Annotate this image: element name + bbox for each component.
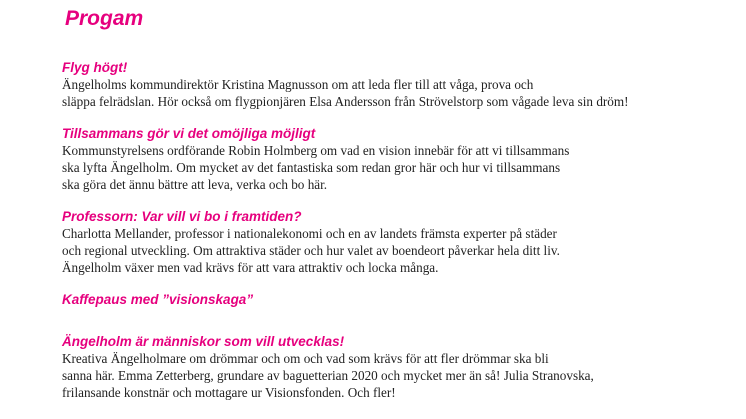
- section-text-line: Charlotta Mellander, professor i nationalekonomi och en av landets främsta experter på städer: [62, 226, 557, 241]
- page-title: Progam: [65, 7, 144, 30]
- section-text-line: släppa felrädslan. Hör också om flygpionjären Elsa Andersson från Strövelstorp som vågade leva sin dröm!: [62, 94, 629, 109]
- section-heading: Kaffepaus med ”visionskaga”: [62, 292, 254, 307]
- program-section-flyg-hogt: [62, 60, 746, 110]
- section-heading: Flyg högt!: [62, 60, 128, 75]
- program-section-kaffepaus: [62, 292, 746, 308]
- section-text-line: Kreativa Ängelholmare om drömmar och om och vad som krävs för att fler drömmar ska bli: [62, 351, 549, 366]
- program-section-manniskor: [62, 334, 746, 401]
- section-text-line: sanna här. Emma Zetterberg, grundare av baguetterian 2020 och mycket mer än så! Julia Stranovska,: [62, 368, 594, 383]
- program-section-tillsammans: [62, 126, 746, 193]
- section-heading: Ängelholm är människor som vill utvecklas!: [62, 334, 345, 349]
- section-text-line: Kommunstyrelsens ordförande Robin Holmberg om vad en vision innebär för att vi tillsammans: [62, 143, 570, 158]
- program-section-professorn: [62, 209, 746, 276]
- section-text-line: Ängelholm växer men vad krävs för att vara attraktiv och locka många.: [62, 260, 439, 275]
- section-text-line: Ängelholms kommundirektör Kristina Magnusson om att leda fler till att våga, prova och: [62, 77, 534, 92]
- section-text-line: ska göra det ännu bättre att leva, verka och bo här.: [62, 177, 328, 192]
- section-text-line: och regional utveckling. Om attraktiva städer och hur valet av boendeort påverkar hela ditt liv.: [62, 243, 560, 258]
- section-heading: Professorn: Var vill vi bo i framtiden?: [62, 209, 302, 224]
- section-text-line: frilansande konstnär och mottagare ur Visionsfonden. Och fler!: [62, 385, 396, 400]
- section-text-line: ska lyfta Ängelholm. Om mycket av det fantastiska som redan gror här och hur vi tillsammans: [62, 160, 561, 175]
- section-heading: Tillsammans gör vi det omöjliga möjligt: [62, 126, 316, 141]
